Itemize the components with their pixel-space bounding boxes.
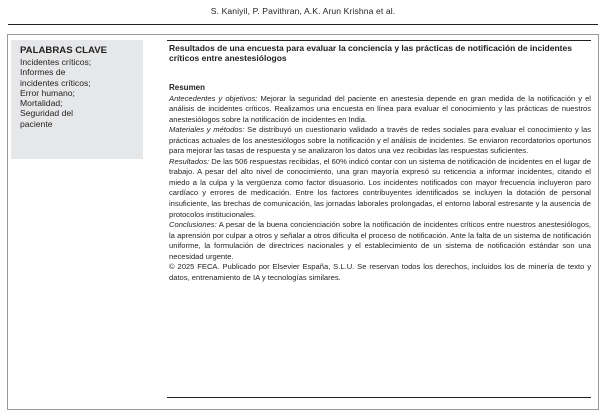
- header-divider: [8, 24, 598, 25]
- section-text: De las 506 respuestas recibidas, el 60% indicó contar con un sistema de notificación de incidentes en el lugar de trabajo. A pesar del alto nivel de conocimiento, una gran mayoría expresó su reticencia a informar incidentes, citando el miedo a la culpa y la vergüenza como factor disuasorio. Los incidentes notificados con mayor frecuencia incluyeron paro cardíaco y errores de medicación. Entre los factores contribuyentes identificados se incluyen la dotación de personal insuficiente, las brechas de comunicación, las jornadas laborales prolongadas, el entorno laboral estresante y la ausencia de protocolos institucionales.: [169, 156, 591, 219]
- abstract-body: [169, 83, 591, 283]
- header-authors: S. Kaniyil, P. Pavithran, A.K. Arun Krishna et al.: [210, 6, 396, 16]
- keyword-line: Incidentes críticos;: [20, 57, 92, 67]
- keyword-line: Informes de: [20, 67, 66, 78]
- keyword-line: paciente: [20, 118, 53, 129]
- section-text: Se distribuyó un cuestionario validado a través de redes sociales para evaluar el conocimiento y las prácticas actuales de los anestesiólogos sobre la notificación y el análisis de incidentes. Se enviaron recordatorios oportunos para mejorar las tasas de respuesta y se analizaron los datos una vez recibidas las respuestas suficientes.: [169, 125, 592, 156]
- abstract-section-methods: [169, 125, 591, 157]
- keywords-title: PALABRAS CLAVE: [20, 45, 108, 56]
- keyword-line: Error humano;: [20, 87, 75, 98]
- section-text: Mejorar la seguridad del paciente en anestesia depende en gran medida de la notificación y el análisis de incidentes críticos. Realizamos una encuesta en línea para evaluar el conocimiento y las prácticas de nuestros anestesiólogos sobre la notificación de incidentes en India.: [169, 93, 591, 124]
- title-top-divider: [167, 40, 591, 41]
- keyword-line: Seguridad del: [20, 108, 74, 119]
- section-text: A pesar de la buena concienciación sobre la notificación de incidentes críticos entre nuestros anestesiólogos, la aprensión por culpar a otros y señalar a otros dificulta el proceso de notificación. Ante la falta de un sistema de notificación uniforme, la formulación de directrices nacionales y el establecimiento de un sistema de notificación estándar son una necesidad urgente.: [169, 220, 591, 261]
- article-title: Resultados de una encuesta para evaluar la conciencia y las prácticas de notificación de incidentes críticos entre anestesiólogos: [169, 43, 572, 64]
- keyword-line: Mortalidad;: [20, 98, 63, 109]
- keywords-box: [11, 40, 143, 159]
- keyword-line: incidentes críticos;: [20, 77, 91, 88]
- section-label: Materiales y métodos:: [169, 125, 245, 135]
- running-header: [0, 6, 606, 16]
- abstract-section-background: [169, 94, 591, 126]
- abstract-section-conclusions: [169, 220, 591, 262]
- section-label: Antecedentes y objetivos:: [169, 93, 258, 103]
- section-label: Conclusiones:: [169, 220, 217, 230]
- abstract-section-results: [169, 157, 591, 220]
- abstract-bottom-divider: [167, 397, 591, 398]
- section-label: Resultados:: [169, 156, 210, 166]
- copyright-notice: © 2025 FECA. Publicado por Elsevier España, S.L.U. Se reservan todos los derechos, incluidos los de minería de texto y datos, entrenamiento de IA y tecnologías similares.: [169, 262, 591, 282]
- keywords-list: [20, 57, 143, 129]
- abstract-heading: Resumen: [169, 83, 206, 92]
